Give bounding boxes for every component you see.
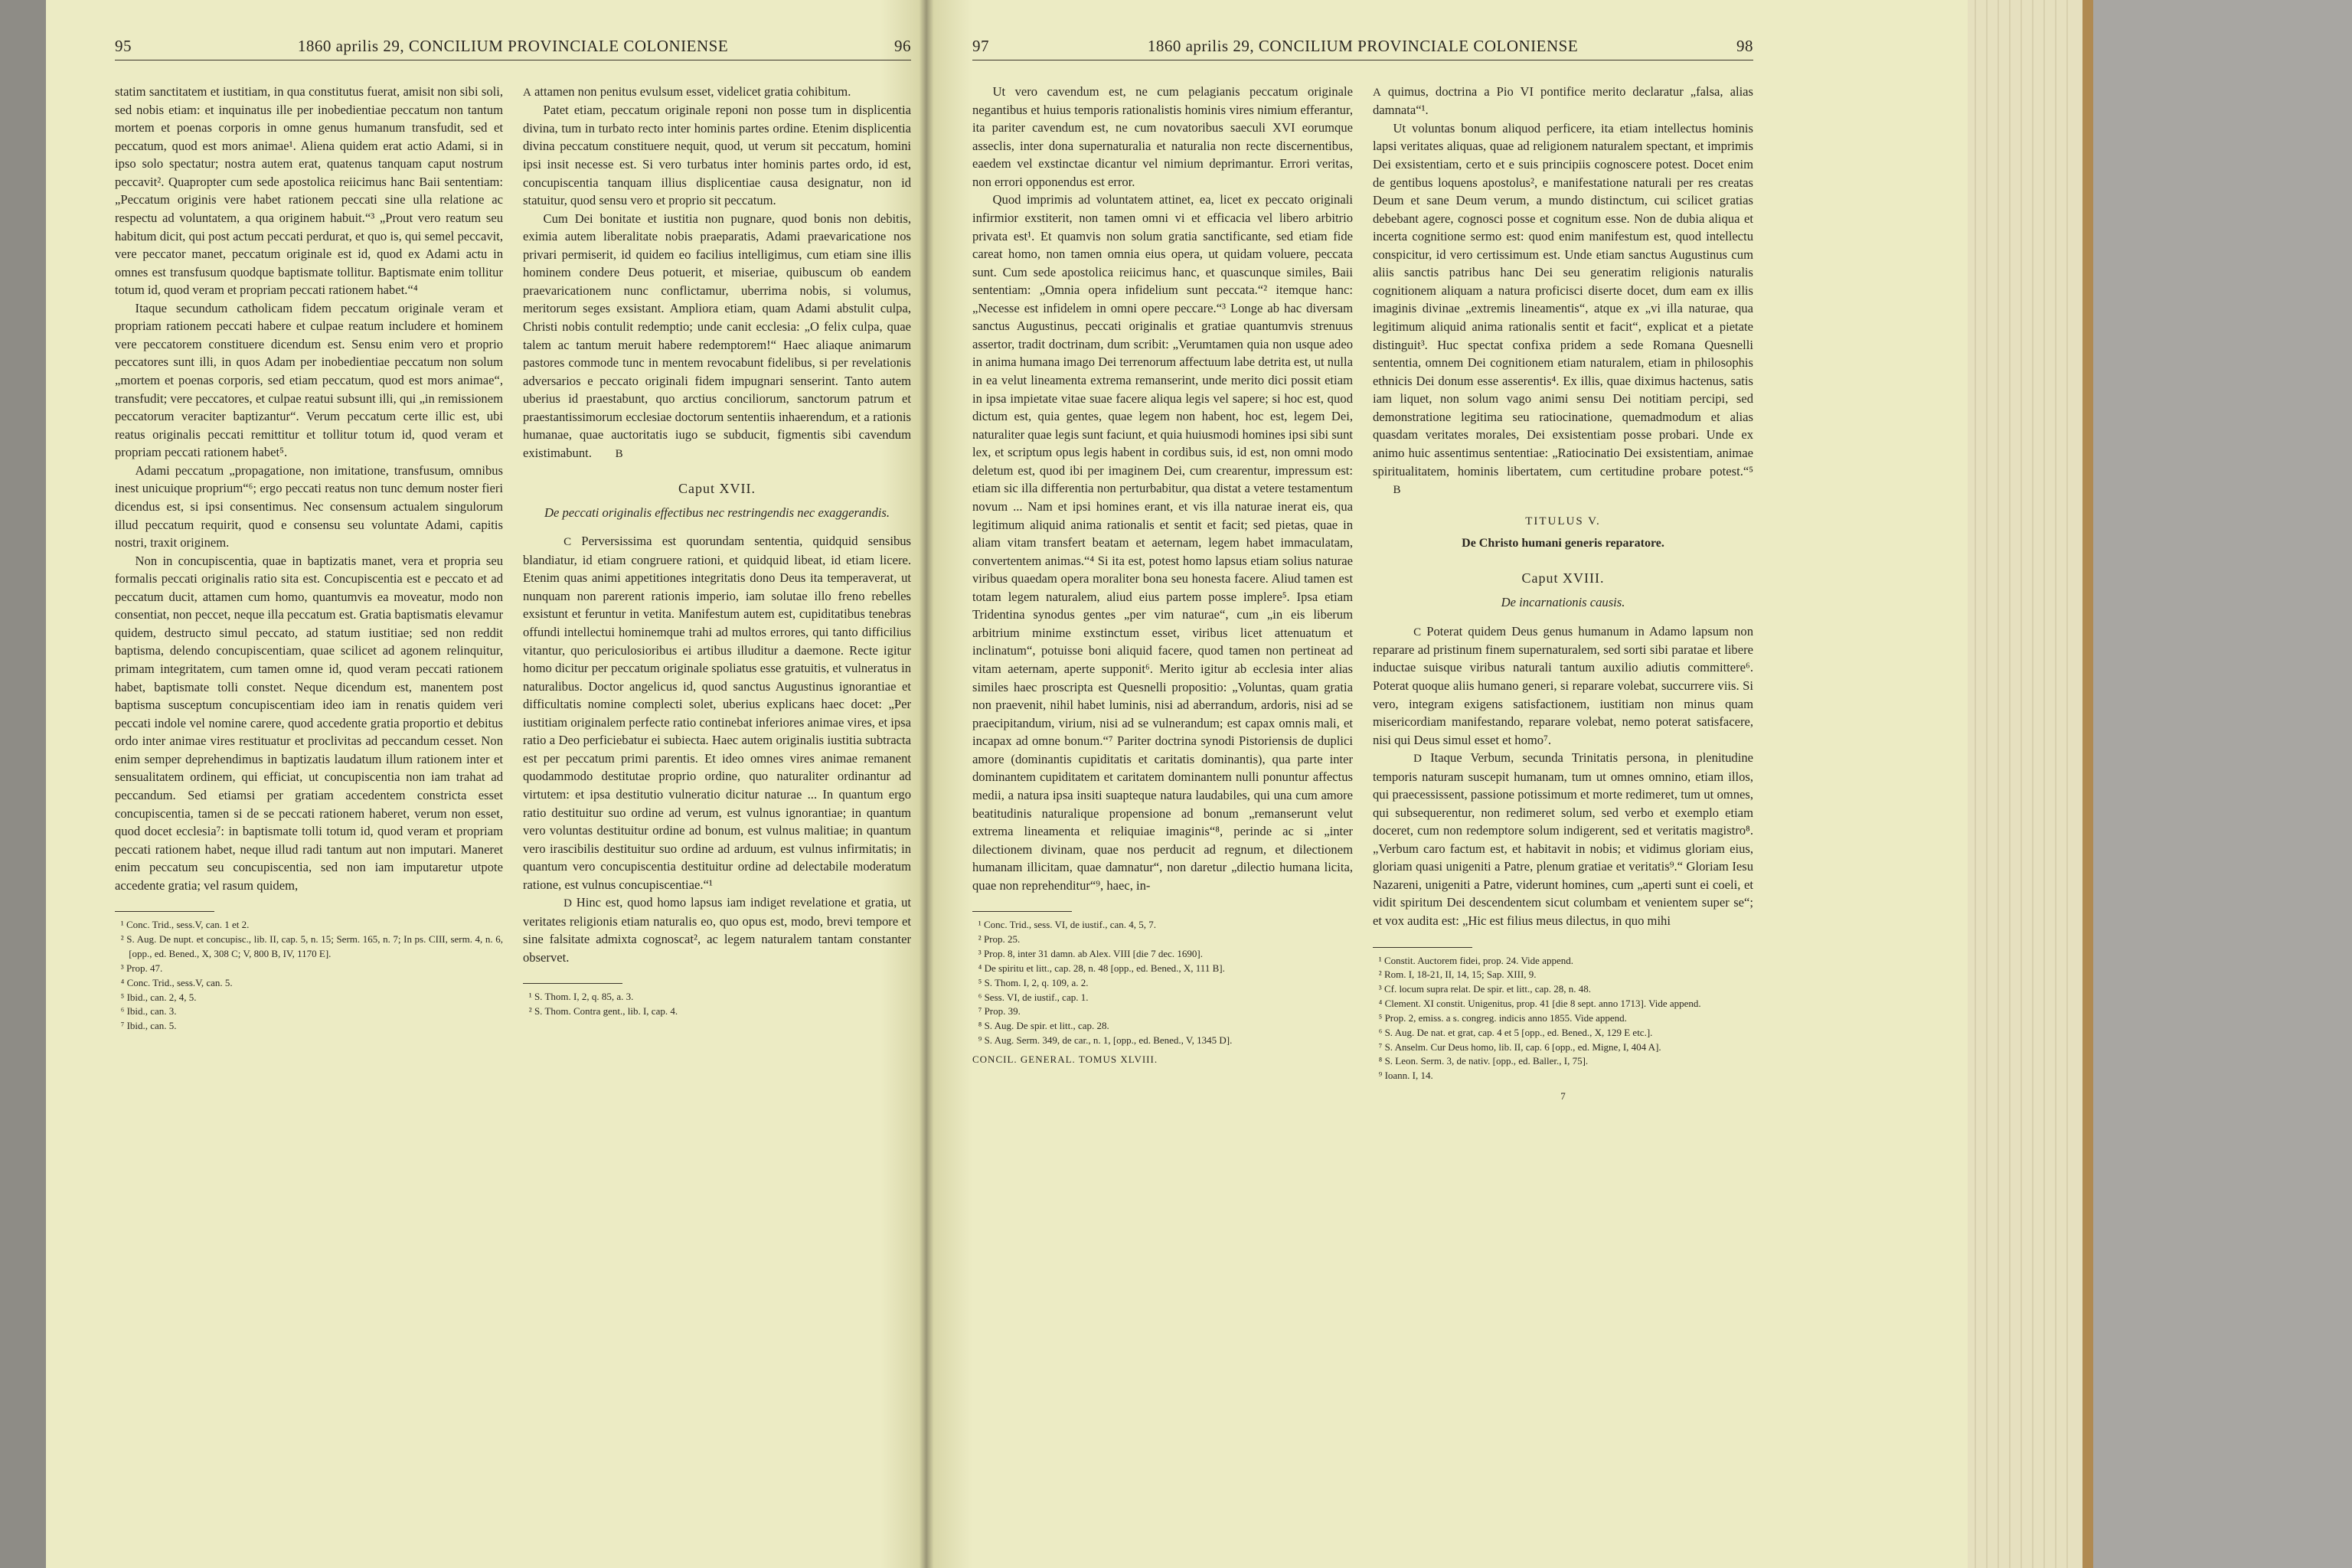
paragraph — [523, 532, 911, 893]
paragraph-text: attamen non penitus evulsum esset, videlicet gratia cohibitum. — [534, 84, 851, 99]
paragraph: Itaque secundum catholicam fidem peccatum originale veram et propriam rationem peccati habere et culpae reatum includere et hominem vere peccatorem constituere dicendum est. Sensu enim vero et proprio peccatores sunt illi, in quos Adam per inobedientiae peccatum non solum „mortem et poenas corporis, sed etiam peccatum, quod est mors animae“, transfudit; vere peccatores, et culpae reatui subsunt illi, qui „in remissionem peccatorum veraciter baptizantur“. Verum peccatum certe illic est, ubi reatus originalis peccati remittitur et tollitur totum id, quod veram et propriam peccati rationem habet⁵. — [115, 300, 503, 460]
page-number: 97 — [972, 37, 989, 55]
paragraph — [523, 83, 911, 101]
chapter-heading: Caput XVIII. — [1521, 570, 1605, 586]
footnote-rule — [115, 911, 214, 912]
footnote: ⁴ Clement. XI constit. Unigenitus, prop. 41 [die 8 sept. anno 1713]. Vide append. — [1378, 998, 1701, 1010]
footnote: ⁸ S. Aug. De spir. et litt., cap. 28. — [978, 1020, 1109, 1032]
right-page — [972, 23, 1753, 1547]
left-cover-edge — [0, 0, 46, 1568]
footnote: ⁴ Conc. Trid., sess.V, can. 5. — [120, 976, 233, 988]
footnote: ² S. Aug. De nupt. et concupisc., lib. II, cap. 5, n. 15; Serm. 165, n. 7; In ps. CIII, serm. 4, n. 6, [opp., ed. Bened., X, 308 C; V, 800 B, IV, 1170 E]. — [120, 933, 503, 959]
footnote: ⁵ Prop. 2, emiss. a s. congreg. indicis anno 1855. Vide append. — [1378, 1011, 1627, 1024]
paragraph — [1373, 83, 1753, 119]
paragraph-text: Ut voluntas bonum aliquod perficere, ita etiam intellectus hominis lapsi veritates aliquas, quae ad religionem naturalem spectant, et imprimis Dei exsistentiam, certo et e suis principiis cognoscere potest. Docet enim de gentibus loquens apostolus², e manifestatione naturali per res creatas Deum et sane Deum verum, a mundo distinctum, cui scilicet gratias debebant agere, cognosci posse et cognitum esse. Non de dubia aliqua et incerta cognitione sermo est: quod enim manifestum est, quod intellectu conspicitur, id vero certissimum est. Unde etiam sanctus Augustinus cum aliis sanctis patribus hanc Dei seu generatim religionis naturalis cognitionem aliquam a natura proficisci diserte docet, dum eam ex illis imaginis divinae „extremis lineamentis“, atque ex „vi illa naturae, qua legitimum aliquid anima rationalis sentit et facit“, explicat et a pietate distinguit³. Huc spectat confixa pridem a sede Romana Quesnelli sententia, omnem Dei cognitionem etiam naturalem, etiam in philosophis ethnicis Dei donum esse asserentis⁴. Ex illis, quae diximus hactenus, satis iam liquet, non solum vago animi sensu Dei notitiam percipi, sed demonstratione legitima seu ratiocinatione, quemadmodum et alias quasdam veritates morales, Dei exsistentiam posse probari. Unde ex animo huic assentimus sententiae: „Ratiocinatio Dei exsistentiam, animae spiritualitatem, hominis libertatem, cum certitudine probare potest.“⁵ — [1373, 120, 1753, 479]
titulus-heading: TITULUS V. — [1525, 515, 1601, 528]
footnote: ¹ Conc. Trid., sess. VI, de iustif., can. 4, 5, 7. — [978, 919, 1157, 931]
footnote: ⁷ Prop. 39. — [978, 1005, 1021, 1018]
footnote-rule — [1373, 947, 1472, 948]
footnote: ¹ S. Thom. I, 2, q. 85, a. 3. — [528, 991, 634, 1003]
paragraph-text: Poterat quidem Deus genus humanum in Adamo lapsum non reparare ad pristinum finem supernaturalem, sed sorti sibi paratae et libere inductae suisque viribus naturali tantum auxilio adiutis committere⁶. Poterat quoque aliis humano generi, si reparare volebat, succurrere viis. Si vero, integram exigens satisfactionem, iustitiam non minus quam misericordiam manifestando, reparare volebat, nemo poterat satisfacere, nisi qui Deus simul esset et homo⁷. — [1373, 623, 1753, 747]
footnote-rule — [523, 983, 622, 984]
footnote: ¹ Conc. Trid., sess.V, can. 1 et 2. — [120, 919, 250, 931]
footnote: ⁵ Ibid., can. 2, 4, 5. — [120, 991, 197, 1003]
paragraph: statim sanctitatem et iustitiam, in qua constitutus fuerat, amisit non sibi soli, sed nobis etiam: et inquinatus ille per inobedientiae peccatum non tantum mortem et poenas corporis in omne genus humanum transfudit, sed et peccatum, quod est mors animae¹. Aliena quidem erat actio Adami, si in ipso solo spectatur; nostra autem erat, quatenus tanquam caput nostrum peccavit². Quapropter cum sede apostolica reiicimus hanc Baii sententiam: „Peccatum originis vere habet rationem peccati sine ulla relatione ac respectu ad voluntatem, a qua originem habuit.“³ „Prout vero reatum seu habitum dicit, qui post actum peccati perdurat, et quo is, qui semel peccavit, vere peccator manet, peccatum originale est id, quod ex Adami actu in omnes est transfusum quodque baptismate tollitur. Baptismate enim tollitur totum id, quod veram et propriam peccati rationem habet.“⁴ — [115, 84, 503, 298]
footnote: ⁷ Ibid., can. 5. — [120, 1020, 177, 1032]
footnote: ² Prop. 25. — [978, 933, 1021, 946]
margin-marker: C — [564, 536, 572, 549]
paragraph: Non in concupiscentia, quae in baptizatis manet, vera et propria seu formalis peccati originalis ratio sita est. Concupiscentia est e peccato et ad peccatum ducit, attamen cum homo, quantumvis ea moveatur, modo non consentiat, non peccet, neque illa peccatum est. Gratia baptismatis elevamur quidem, destructo simul peccato, ad statum iustitiae; sed non reddit baptisma, delendo concupiscentiam, quae scilicet ad agonem relinquitur, primam integritatem, cum tamen omne id, quod veram peccati rationem habet, baptismate tolli constet. Neque dicendum est, manentem post baptisma susceptum concupiscentiam ideo iam in renatis quidem veri peccati indole vel nomine carere, quod accedente gratia proportio et debitus ordo inter animae vires restituatur et proclivitas ad peccandum cesset. Non enim semper deprehendimus in baptizatis laudatum illum rationem inter et sensualitatem ordinem, qui efficiat, ut concupiscentia non iam trahat ad peccandum. Sed etiamsi per gratiam accedentem constricta esset concupiscentia, tamen si de se peccati rationem haberet, verum non esset, quod docet ecclesia⁷: in baptismate tolli totum id, quod veram et propriam peccati rationem habet, neque illud radi tantum aut non imputari. Maneret enim peccatum seu concupiscentia, sed non iam imputaretur utpote accedente gratia; vel rasum quidem, — [115, 553, 503, 893]
paragraph: Quod imprimis ad voluntatem attinet, ea, licet ex peccato originali infirmior exstiterit, non tamen omni vi et efficacia vel libero arbitrio privata est¹. Et quamvis non solum gratia sanctificante, sed etiam fide careat homo, non tamen omnia eius opera, ut quidam voluere, peccata sunt. Cum sede apostolica reiicimus hanc, et quascunque similes, Baii sententiam: „Omnia opera infidelium sunt peccata.“² itemque hanc: „Necesse est infidelem in omni opere peccare.“³ Longe ab hac diversam sanctus Augustinus, peccati originalis et gratiae quantumvis strenuus assertor, tradit doctrinam, dum scribit: „Verumtamen quia non usque adeo in anima humana imago Dei terrenorum affectuum labe detrita est, ut nulla in ea velut lineamenta extrema remanserint, unde merito dici possit etiam in ipsa impietate vitae suae facere aliqua legis vel sapere; si hoc est, quod dictum est, quia gentes, quae legem non habent, hoc est, legem Dei, naturaliter quae legis sunt faciunt, et quia huiusmodi homines ipsi sibi sunt lex, et scriptum opus legis habent in cordibus suis, id est, non omni modo deletum est, quod ibi per imaginem Dei, cum crearentur, impressum est: etiam sic illa differentia non perturbabitur, qua distat a vetere testamentum novum ... Nam et ipsi homines erant, et vis illa naturae inerat eis, qua legitimum aliquid anima rationalis et sentit et facit; sed pietas, quae in aliam vitam transfert beatam et aeternam, legem habet immaculatam, convertentem animas.“⁴ Si ita est, potest homo lapsus etiam solius naturae viribus quaedam opera moraliter bona seu honesta facere. Aliud tamen est totam legem naturalem, aliud eius partem posse implere⁵. Ipsa etiam Tridentina synodus gentes „per vim naturae“, cum „in eis liberum arbitrium minime exstinctum esset, viribus licet attenuatum et inclinatum“, potuisse boni aliquid facere, quod tamen non pertineat ad vitam aeternam, aperte supponit⁶. Merito igitur ab ecclesia inter alias similes haec proscripta est Quesnelli propositio: „Voluntas, quam gratia non praevenit, nihil habet luminis, nisi ad aberrandum, ardoris, nisi ad se praecipitandum, virium, nisi ad se vulnerandum; est capax omnis mali, et incapax ad omne bonum.“⁷ Pariter doctrina synodi Pistoriensis de duplici amore (dominantis cupiditatis et caritatis dominantis), qua parte inter dominantem cupiditatem et caritatem dominantem nulli ponuntur affectus medii, a natura ipsa insiti suapteque natura laudabiles, qui una cum amore beatitudinis naturalique propensione ad bonum „remanserunt velut extrema lineamenta et reliquiae imaginis“⁸, perinde ac si „inter dilectionem divinam, quae nos perducit ad regnum, et dilectionem humanam illicitam, quae damnatur“, non daretur „dilectio humana licita, quae non reprehenditur“⁹, haec, in- — [972, 192, 1353, 893]
footnote: ⁹ S. Aug. Serm. 349, de car., n. 1, [opp., ed. Bened., V, 1345 D]. — [978, 1034, 1233, 1047]
page-edges — [1968, 0, 2082, 1568]
paragraph: Ut vero cavendum est, ne cum pelagianis peccatum originale negantibus et huius temporis rationalistis hominis vires nimium efferantur, ita pariter cavendum est, ne cum novatoribus saeculi XVI eorumque asseclis, inter dona supernaturalia et naturalia non recte discernentibus, eaedem vel exstinctae dicantur vel nimium deprimantur. Errori veritas, non errori opponendus est error. — [972, 84, 1353, 189]
paragraph: Patet etiam, peccatum originale reponi non posse tum in displicentia divina, tum in turbato recto inter hominis partes ordine. Etenim displicentia divina peccatum constituere nequit, quod, ut verum sit peccatum, homini ipsi insit necesse est. Si vero turbatus inter hominis partes ordo, id est, concupiscentia tanquam illius displicentiae causa designatur, non id statuitur, quod sensu vero et proprio sit peccatum. — [523, 103, 911, 208]
chapter-heading: Caput XVII. — [678, 481, 756, 497]
margin-marker: C — [1413, 626, 1422, 639]
running-title: 1860 aprilis 29, CONCILIUM PROVINCIALE COLONIENSE — [1147, 37, 1579, 55]
footnotes — [1373, 954, 1753, 1084]
footnote: ⁶ Sess. VI, de iustif., cap. 1. — [978, 991, 1089, 1003]
gathering-signature: 7 — [1560, 1090, 1566, 1102]
footnote: ⁸ S. Leon. Serm. 3, de nativ. [opp., ed. Baller., I, 75]. — [1378, 1055, 1589, 1067]
margin-marker: D — [564, 897, 572, 910]
paragraph-text: Cum Dei bonitate et iustitia non pugnare, quod bonis non debitis, eximia autem liberalitate nobis praeparatis, Adami praevaricatione nos privari permiserit, id quidem eo facilius intelligimus, cum etiam sine illis hominem condere Deus potuerit, et miseriae, quibuscum ob eandem praevaricationem nunc conflictamur, uberrima nobis, si volumus, meritorum seges exsistant. Ampliora etiam, quam Adami abstulit culpa, Christi nobis contulit redemptio; unde canit ecclesia: „O felix culpa, quae talem ac tantum meruit habere redemptorem!“ Haec aliaque animarum pastores commode tunc in mentem revocabunt fidelibus, si per revelationis adversarios e peccato originali fidem impugnari senserint. Tanto autem uberius id praestabunt, quo arctius conciliorum, sanctorum patrum et praestantissimorum ecclesiae doctorum sententiis inhaerendum, et a rationis humanae, quae auctoritatis iugo se subducit, figmentis sibi cavendum existimabunt. — [523, 211, 911, 460]
titulus-subtitle: De Christo humani generis reparatore. — [1462, 536, 1664, 550]
paragraph-text: Hinc est, quod homo lapsus iam indiget revelatione et gratia, ut veritates religionis etiam naturalis eo, quo opus est, modo, brevi tempore et sine falsitate admixta cognoscat², ac legem naturalem tantam constanter observet. — [523, 895, 911, 965]
chapter-subtitle: De incarnationis causis. — [1501, 594, 1625, 609]
footnote: ⁴ De spiritu et litt., cap. 28, n. 48 [opp., ed. Bened., X, 111 B]. — [978, 962, 1225, 974]
two-column-text — [115, 83, 911, 1034]
paragraph — [1373, 119, 1753, 499]
footnote: ³ Cf. locum supra relat. De spir. et litt., cap. 28, n. 48. — [1378, 983, 1591, 995]
margin-marker: A — [1373, 87, 1381, 99]
footnote: ⁶ S. Aug. De nat. et grat, cap. 4 et 5 [opp., ed. Bened., X, 129 E etc.]. — [1378, 1026, 1653, 1038]
page-number: 96 — [894, 37, 911, 55]
footnote: ³ Prop. 47. — [120, 962, 163, 974]
footnote-rule — [972, 911, 1072, 912]
footnotes — [115, 918, 503, 1034]
running-header — [972, 23, 1753, 57]
paragraph — [523, 893, 911, 966]
page-number: 95 — [115, 37, 132, 55]
margin-marker: B — [615, 447, 623, 460]
column-left — [972, 83, 1353, 1104]
footnote: ⁷ S. Anselm. Cur Deus homo, lib. II, cap. 6 [opp., ed. Migne, I, 404 A]. — [1378, 1040, 1661, 1053]
footnote: ¹ Constit. Auctorem fidei, prop. 24. Vide append. — [1378, 954, 1573, 966]
left-page — [115, 23, 911, 1547]
paragraph — [1373, 749, 1753, 929]
footnote: ² S. Thom. Contra gent., lib. I, cap. 4. — [528, 1005, 678, 1018]
footnote: ⁵ S. Thom. I, 2, q. 109, a. 2. — [978, 976, 1089, 988]
footnote: ⁶ Ibid., can. 3. — [120, 1005, 177, 1018]
column-right — [1373, 83, 1753, 1104]
margin-marker: D — [1413, 753, 1422, 766]
paragraph-text: quimus, doctrina a Pio VI pontifice merito declaratur „falsa, alias damnata“¹. — [1373, 84, 1753, 118]
volume-signature: CONCIL. GENERAL. TOMUS XLVIII. — [972, 1053, 1158, 1065]
chapter-subtitle: De peccati originalis effectibus nec restringendis nec exaggerandis. — [544, 505, 890, 520]
two-column-text — [972, 83, 1753, 1104]
paragraph-text: Itaque Verbum, secunda Trinitatis persona, in plenitudine temporis naturam suscepit humanam, tum ut omnes omnino, etiam illos, qui praecessissent, passione potissimum et morte redimeret, tum ut omnes, qui subsequerentur, non redimeret solum, sed verbo et exemplo etiam doceret, cum non redemptore solum indigerent, sed et veritatis magistro⁸. „Verbum caro factum est, et habitavit in nobis; et vidimus gloriam eius, gloriam quasi unigeniti a Patre, plenum gratiae et veritatis⁹.“ Gloriam Iesu Nazareni, unigeniti a Patre, viderunt homines, cum „aperti sunt ei coeli, et vidit spiritum Dei descendentem sicut columbam et venientem super se“; et vox audita est: „Hic est filius meus dilectus, in quo mihi — [1373, 750, 1753, 928]
column-right — [523, 83, 911, 1034]
footnotes — [523, 990, 911, 1019]
footnote: ⁹ Ioann. I, 14. — [1378, 1070, 1433, 1082]
paragraph: Adami peccatum „propagatione, non imitatione, transfusum, omnibus inest unicuique proprium“⁶; ergo peccati reatus non tunc demum noster fieri dicendus est, si ipsi consentimus. Nec consensum actualem singulorum illud peccatum requirit, quod e consensu seu voluntate Adami, capitis nostri, traxit originem. — [115, 462, 503, 550]
paragraph-text: Perversissima est quorundam sententia, quidquid sensibus blandiatur, id etiam congruere rationi, et quidquid libeat, id etiam licere. Etenim quas animi appetitiones integritatis dono Deus ita temperaverat, ut nunquam non parerent rationis imperio, iam solutae illo freno rebelles exsistunt et feruntur in vetita. Manifestum autem est, cupiditatibus tenebras offundi intellectui hominemque trahi ad multos errores, qui tanto difficilius vitantur, quo periculosioribus ei artibus illuditur a daemone. Recte igitur homo dicitur per peccatum originale spoliatus esse gratuitis, et vulneratus in naturalibus. Doctor angelicus id, quod sanctus Augustinus ignorantiae et difficultatis nomine complecti solet, uberius explicans haec docet: „Per iustitiam originalem perfecte ratio continebat inferiores animae vires, et ipsa ratio a Deo perficiebatur ei subiecta. Haec autem originalis iustitia subtracta est per peccatum primi parentis. Et ideo omnes vires animae remanent quodammodo destitutae proprio ordine, quo naturaliter ordinantur ad virtutem: et ipsa destitutio vulneratio dicitur naturae ... In quantum ergo ratio destituitur suo ordine ad verum, est vulnus ignorantiae; in quantum vero voluntas destituitur ordine ad bonum, est vulnus malitiae; in quantum vero irascibilis destituitur suo ordine ad arduum, est vulnus infirmitatis; in quantum vero concupiscentia destituitur ordine ad delectabile moderatum ratione, est vulnus concupiscentiae.“¹ — [523, 534, 911, 892]
page-number: 98 — [1736, 37, 1753, 55]
binding-edge — [2082, 0, 2093, 1568]
paragraph — [1373, 622, 1753, 750]
margin-marker: A — [523, 87, 531, 99]
footnote: ³ Prop. 8, inter 31 damn. ab Alex. VIII [die 7 dec. 1690]. — [978, 948, 1204, 959]
paragraph — [523, 210, 911, 463]
footnote: ² Rom. I, 18-21, II, 14, 15; Sap. XIII, 9. — [1378, 969, 1537, 981]
running-header — [115, 23, 911, 57]
footnotes — [972, 918, 1353, 1048]
running-title: 1860 aprilis 29, CONCILIUM PROVINCIALE COLONIENSE — [297, 37, 729, 55]
margin-marker: B — [1393, 484, 1401, 497]
column-left — [115, 83, 503, 1034]
